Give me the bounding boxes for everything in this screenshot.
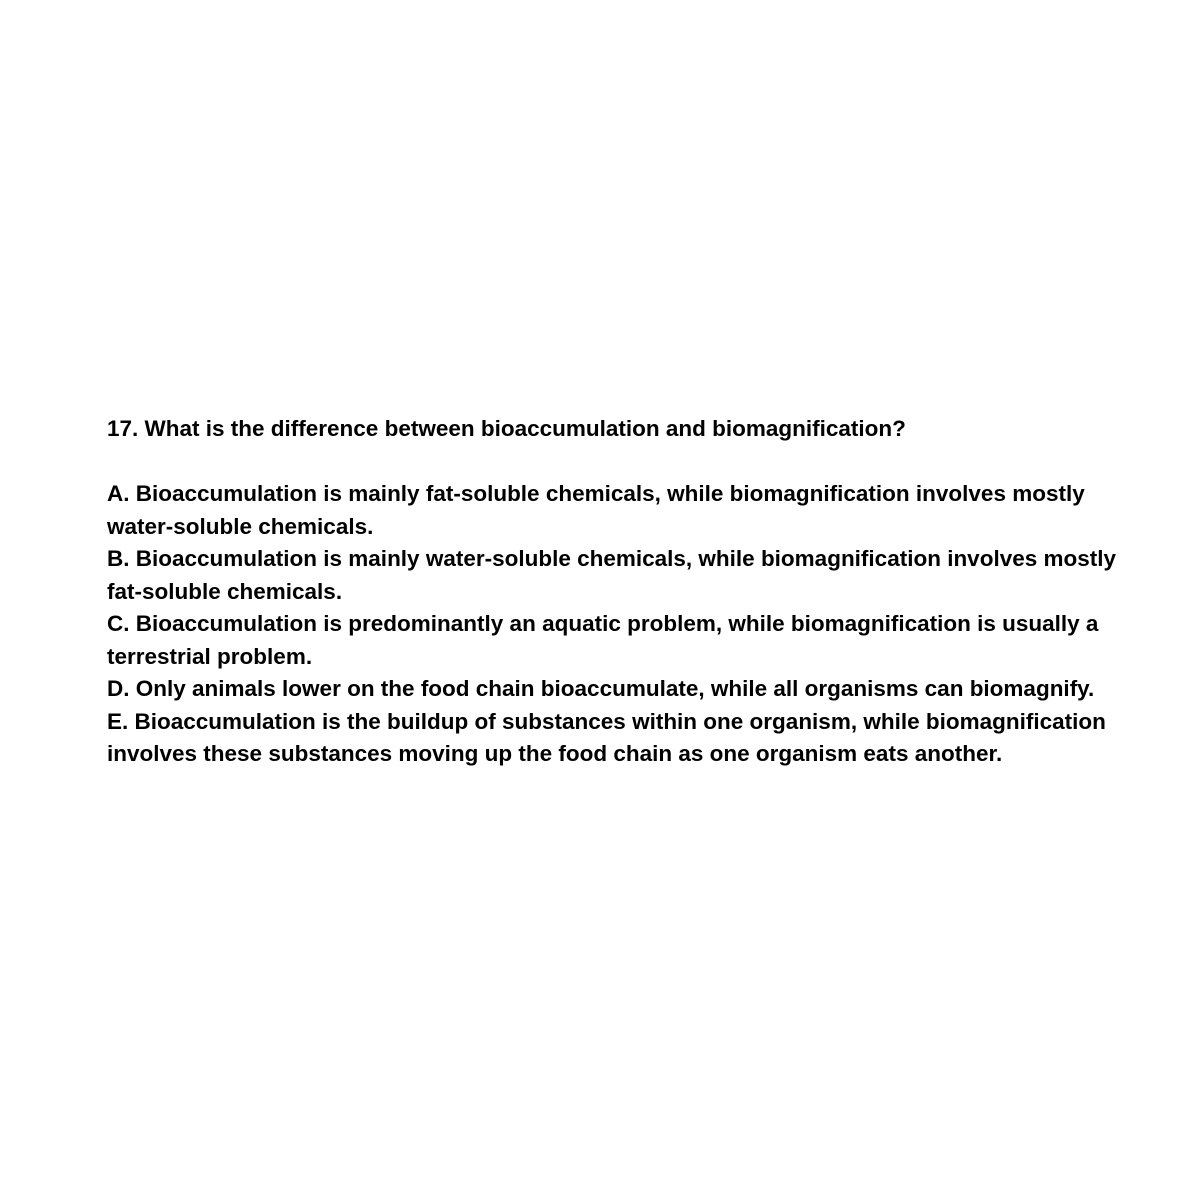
option-b: B. Bioaccumulation is mainly water-soluble chemicals, while biomagnification involves mostly fat-soluble chemicals. [107,546,1117,604]
option-a: A. Bioaccumulation is mainly fat-soluble chemicals, while biomagnification involves mostly water-soluble chemicals. [107,481,1085,539]
spacer [107,446,1147,479]
option-c: C. Bioaccumulation is predominantly an aquatic problem, while biomagnification is usually a terrestrial problem. [107,611,1099,669]
option-d: D. Only animals lower on the food chain bioaccumulate, while all organisms can biomagnify. [107,676,1095,701]
question-text: 17. What is the difference between bioaccumulation and biomagnification? [107,416,906,441]
question-block [107,413,1147,771]
option-e: E. Bioaccumulation is the buildup of substances within one organism, while biomagnification involves these substances moving up the food chain as one organism eats another. [107,708,1106,766]
